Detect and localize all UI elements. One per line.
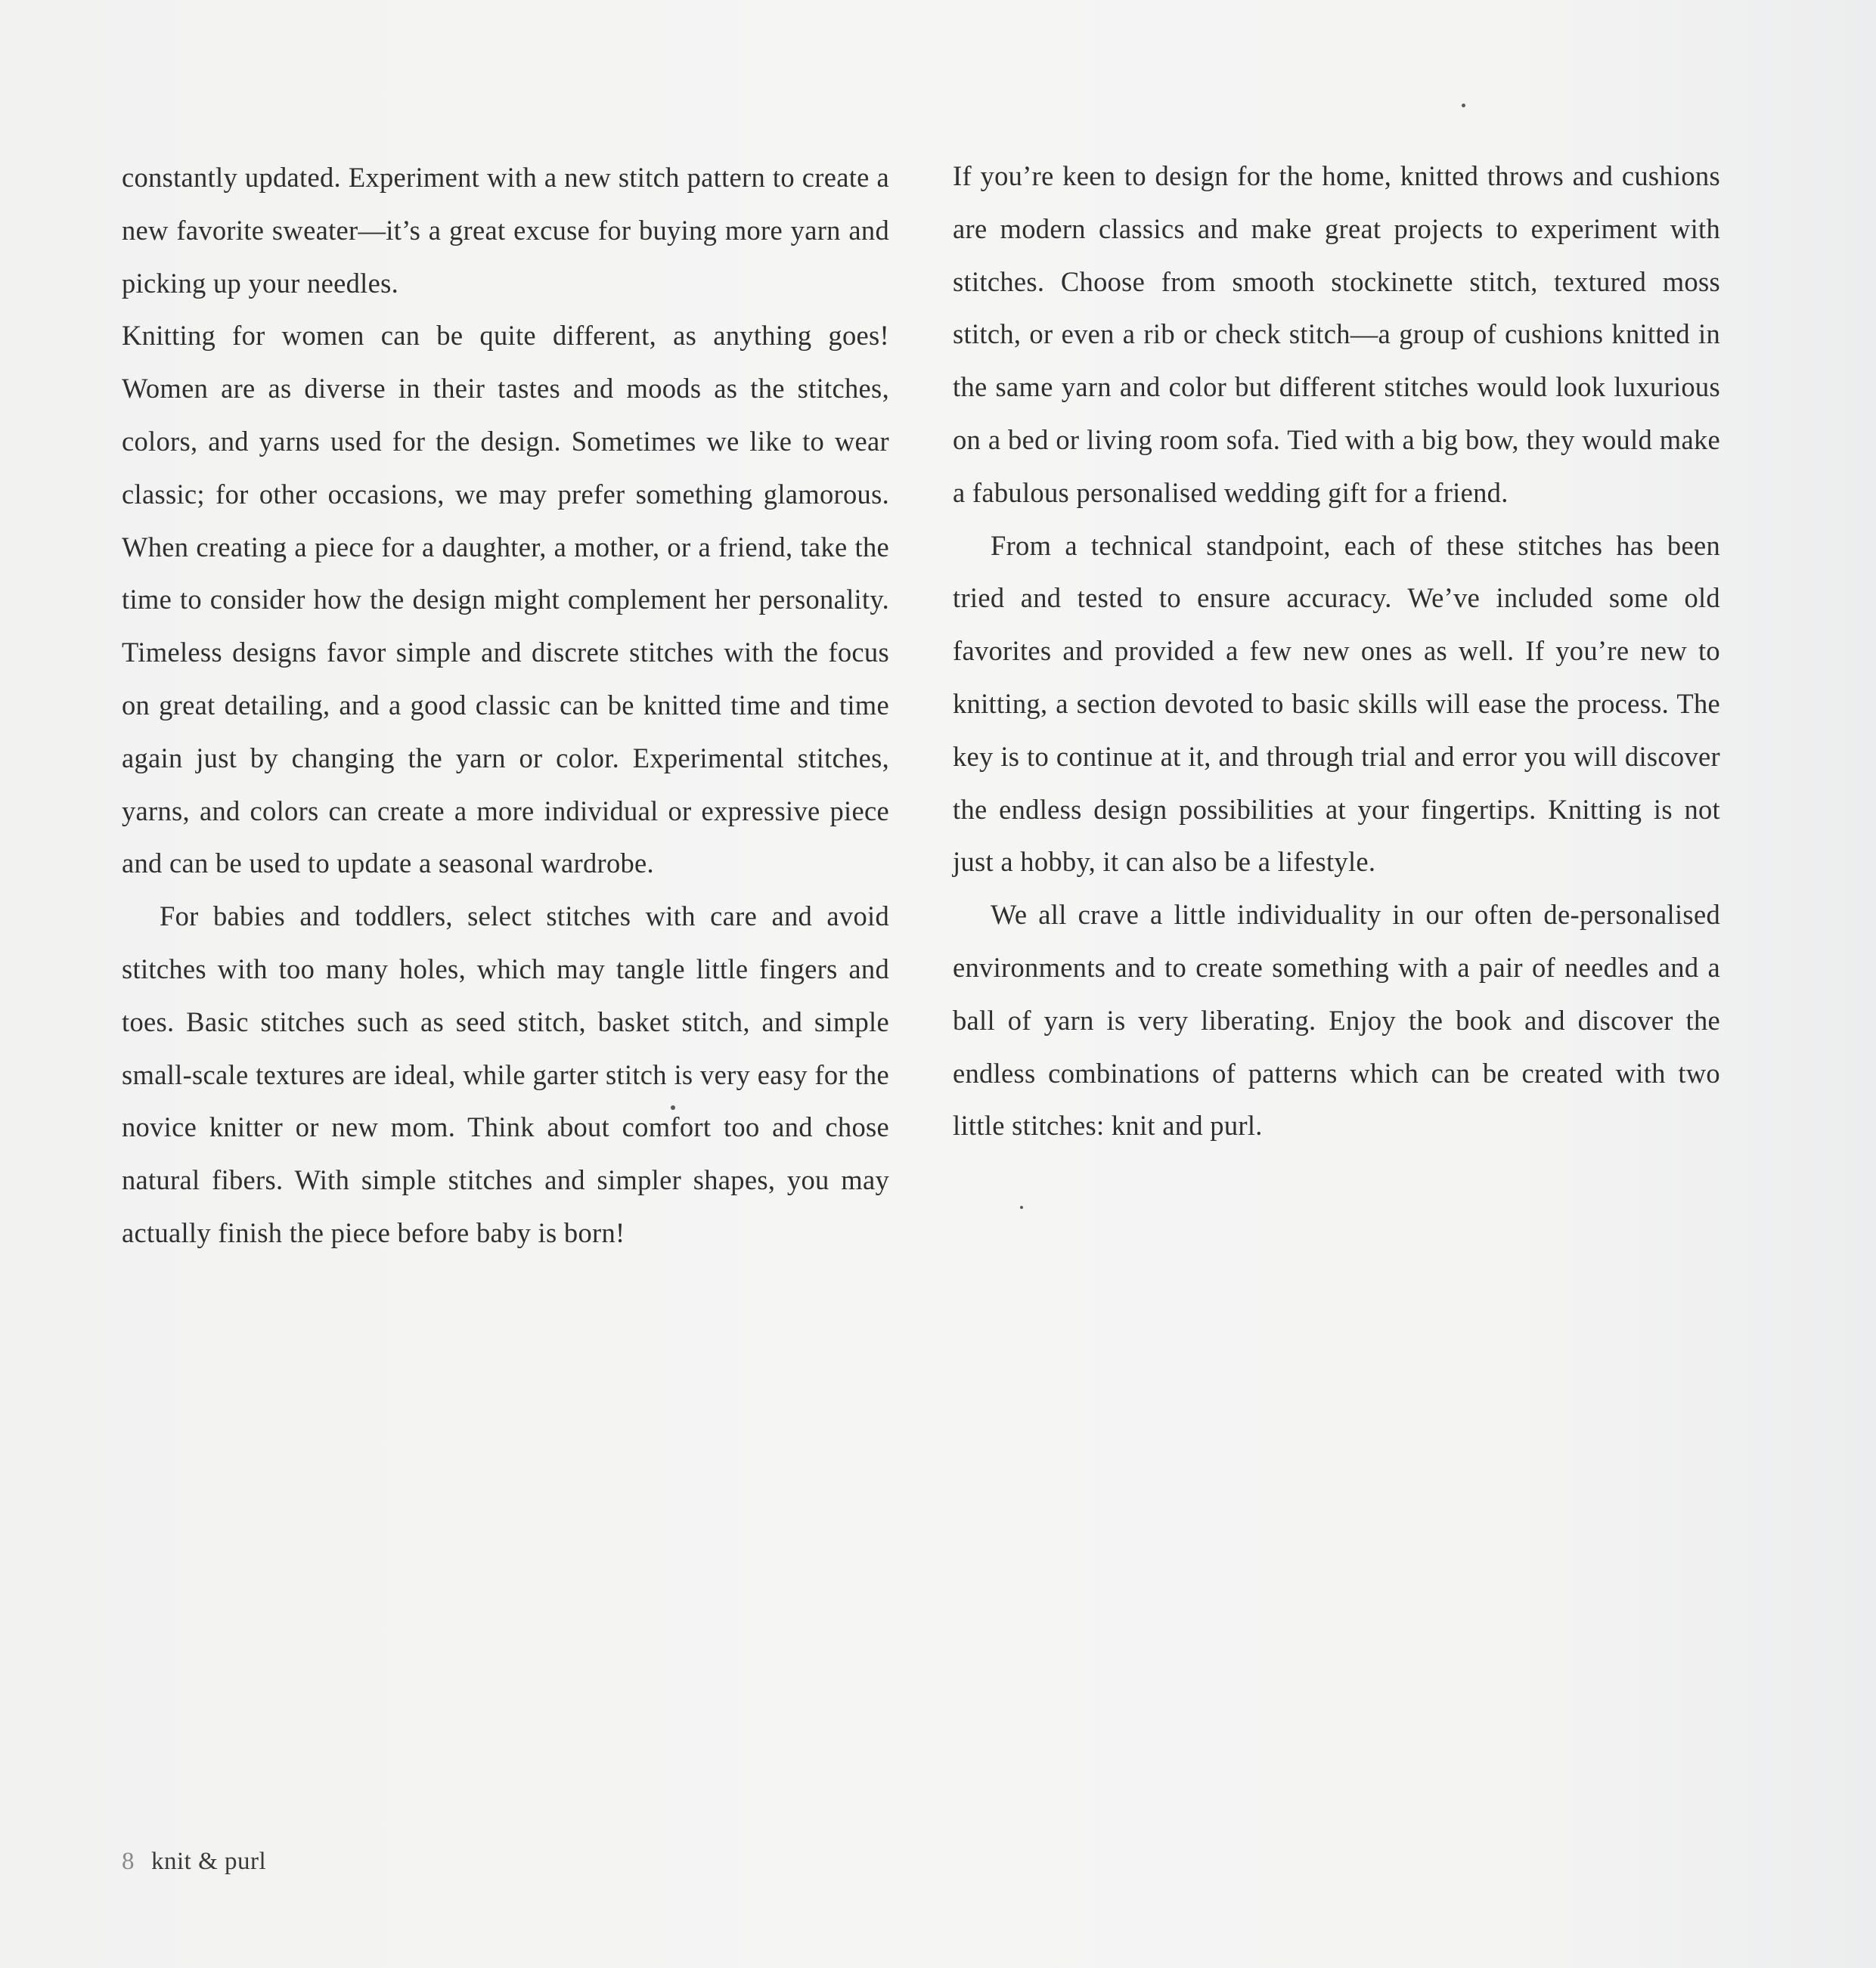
paragraph-babies-toddlers: For babies and toddlers, select stitches with care and avoid stitches with too many holes, which may tangle little fingers and toes. Basic stitches such as seed stitch, basket stitch, and simple small-scale textures are ideal, while garter stitch is very easy for the novice knitter or new mom. Think about comfort too and chose natural fibers. With simple stitches and simpler shapes, you may actually finish the piece before baby is born! [122, 900, 889, 1248]
page-footer [122, 1848, 266, 1876]
paragraph-continued: constantly updated. Experiment with a new stitch pattern to create a new favorite sweater—it’s a great excuse for buying more yarn and picking up your needles. [122, 162, 889, 299]
running-title: knit & purl [151, 1848, 267, 1875]
paragraph-knitting-for-women: Knitting for women can be quite different, as anything goes! Women are as diverse in their tastes and moods as the stitches, colors, and yarns used for the design. Sometimes we like to wear classic; for other occasions, we may prefer something glamorous. When creating a piece for a daughter, a mother, or a friend, take the time to consider how the design might complement her personality. Timeless designs favor simple and discrete stitches with the focus on great detailing, and a good classic can be knitted time and time again just by changing the yarn or color. Experimental stitches, yarns, and colors can create a more individual or expressive piece and can be used to update a seasonal wardrobe. [122, 320, 889, 879]
scan-speck [1462, 104, 1465, 107]
paragraph-individuality: We all crave a little individuality in our often de-personalised environments and to create something with a pair of needles and a ball of yarn is very liberating. Enjoy the book and discover the endless combinations of patterns which can be created with two little stitches: knit and purl. [953, 899, 1720, 1142]
right-text-column [953, 150, 1720, 1152]
paragraph-home-design: If you’re keen to design for the home, knitted throws and cushions are modern classics and make great projects to experiment with stitches. Choose from smooth stockinette stitch, textured moss stitch, or even a rib or check stitch—a group of cushions knitted in the same yarn and color but different stitches would look luxurious on a bed or living room sofa. Tied with a big bow, they would make a fabulous personalised wedding gift for a friend. [953, 160, 1720, 508]
scan-speck [1020, 1206, 1023, 1209]
paragraph-technical-standpoint: From a technical standpoint, each of these stitches has been tried and tested to ensure accuracy. We’ve included some old favorites and provided a few new ones as well. If you’re new to knitting, a section devoted to basic skills will ease the process. The key is to continue at it, and through trial and error you will discover the endless design possibilities at your fingertips. Knitting is not just a hobby, it can also be a lifestyle. [953, 529, 1720, 878]
page-number: 8 [122, 1848, 135, 1875]
left-text-column [122, 151, 889, 1260]
scan-speck [671, 1105, 675, 1110]
